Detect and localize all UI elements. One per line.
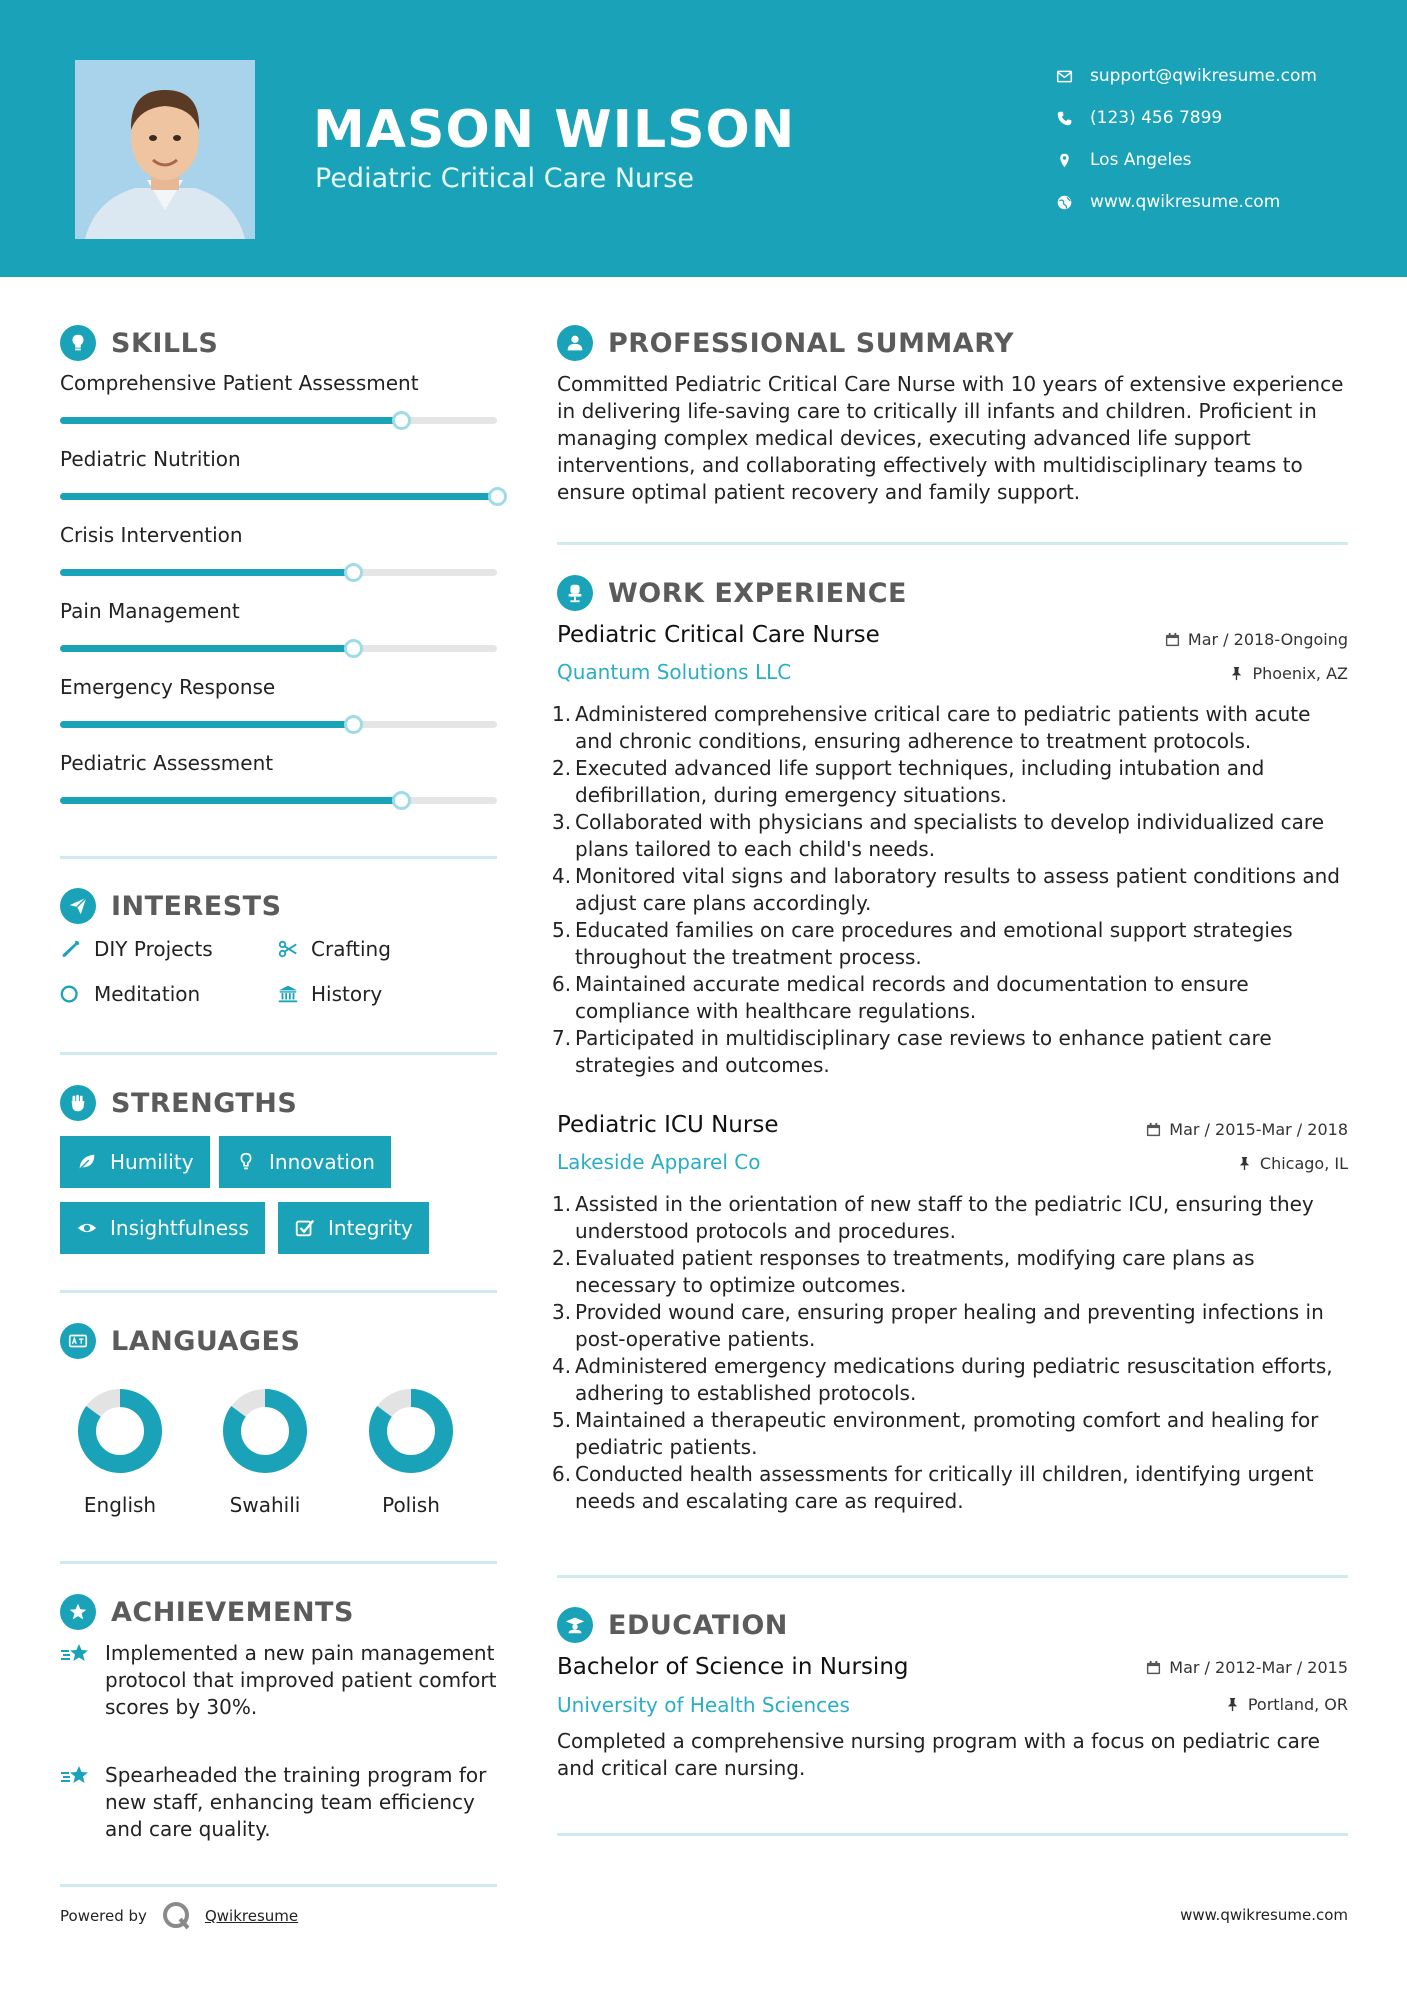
job-duties — [552, 1191, 1352, 1515]
graduate-icon — [557, 1607, 593, 1643]
section-divider — [60, 856, 497, 859]
section-divider — [60, 1561, 497, 1564]
candidate-name: MASON WILSON — [313, 100, 796, 160]
section-divider — [60, 1052, 497, 1055]
leaf-icon — [76, 1151, 98, 1173]
calendar-icon — [1146, 1660, 1161, 1675]
achievement-text: Spearheaded the training program for new staff, enhancing team efficiency and care quality. — [105, 1763, 487, 1841]
skill-bar — [60, 721, 497, 728]
section-divider — [60, 1884, 497, 1887]
language-donut — [76, 1387, 164, 1475]
job-dates-text: Mar / 2015-Mar / 2018 — [1169, 1120, 1348, 1139]
skill-bar — [60, 645, 497, 652]
achievements-heading — [60, 1594, 354, 1630]
skills-title: SKILLS — [111, 327, 219, 359]
job-dates — [1146, 1120, 1348, 1139]
languages-heading — [60, 1323, 300, 1359]
job-location-text: Chicago, IL — [1259, 1154, 1348, 1173]
globe-icon — [1056, 192, 1090, 212]
paper-plane-icon — [60, 888, 96, 924]
pushpin-icon — [1237, 1156, 1252, 1171]
interest-label: Meditation — [94, 982, 201, 1006]
skill-bar-fill — [60, 493, 497, 500]
contact-email[interactable] — [1056, 55, 1386, 97]
achievement-item — [60, 1762, 500, 1843]
skill-bar-knob — [488, 487, 507, 506]
experience-heading — [557, 575, 907, 611]
pushpin-icon — [1225, 1697, 1240, 1712]
strength-label: Innovation — [269, 1150, 375, 1174]
profile-photo — [75, 60, 255, 239]
job-title: Pediatric ICU Nurse — [557, 1112, 779, 1138]
duty-text: Evaluated patient responses to treatments, modifying care plans as necessary to optimize outcomes. — [575, 1246, 1255, 1297]
contact-phone-text: (123) 456 7899 — [1090, 108, 1223, 128]
lightbulb-icon — [235, 1151, 257, 1173]
strengths-title: STRENGTHS — [111, 1087, 298, 1119]
language-donut — [221, 1387, 309, 1475]
scissors-icon — [277, 937, 311, 961]
interest-label: Crafting — [311, 937, 391, 961]
strength-badge — [60, 1202, 265, 1254]
skill-bar — [60, 493, 497, 500]
summary-heading — [557, 325, 1014, 361]
fist-icon — [60, 1085, 96, 1121]
skill-item — [60, 523, 497, 547]
duty-text: Participated in multidisciplinary case reviews to enhance patient care strategies and outcomes. — [575, 1026, 1272, 1077]
candidate-title: Pediatric Critical Care Nurse — [315, 163, 694, 194]
duty-text: Provided wound care, ensuring proper healing and preventing infections in post-operative patients. — [575, 1300, 1324, 1351]
skill-item — [60, 371, 497, 395]
job-title: Pediatric Critical Care Nurse — [557, 622, 880, 648]
duty-item: 6. Conducted health assessments for critically ill children, identifying urgent needs and escalating care as required. — [552, 1462, 1314, 1513]
strength-label: Humility — [110, 1150, 194, 1174]
education-location-text: Portland, OR — [1247, 1695, 1348, 1714]
wrench-icon — [60, 937, 94, 961]
profile-photo-image — [75, 60, 255, 239]
achievements-title: ACHIEVEMENTS — [111, 1596, 354, 1628]
skill-bar — [60, 417, 497, 424]
duty-item: 4. Monitored vital signs and laboratory results to assess patient conditions and adjust care plans accordingly. — [552, 864, 1340, 915]
language-label: Polish — [382, 1493, 440, 1517]
skill-label: Emergency Response — [60, 675, 276, 699]
interest-label: History — [311, 982, 383, 1006]
calendar-icon — [1165, 632, 1180, 647]
contact-website-text: www.qwikresume.com — [1090, 192, 1281, 212]
strengths-heading — [60, 1085, 297, 1121]
language-icon — [60, 1323, 96, 1359]
skill-item — [60, 447, 497, 471]
duty-item: 6. Maintained accurate medical records and documentation to ensure compliance with healthcare regulations. — [552, 972, 1249, 1023]
language-donut — [367, 1387, 455, 1475]
skill-item — [60, 675, 497, 699]
museum-icon — [277, 982, 311, 1006]
skill-bar-knob — [392, 791, 411, 810]
calendar-icon — [1146, 1122, 1161, 1137]
achievement-text: Implemented a new pain management protocol that improved patient comfort scores by 30%. — [105, 1641, 497, 1719]
skill-item — [60, 599, 497, 623]
job-dates-text: Mar / 2018-Ongoing — [1187, 630, 1348, 649]
skill-bar-fill — [60, 645, 353, 652]
circle-icon — [60, 982, 94, 1006]
language-item — [341, 1387, 481, 1517]
duty-item: 1. Assisted in the orientation of new staff to the pediatric ICU, ensuring they understood protocols and procedures. — [552, 1192, 1314, 1243]
duty-text: Executed advanced life support techniques, including intubation and defibrillation, during emergency situations. — [575, 756, 1265, 807]
duty-item: 2. Executed advanced life support techniques, including intubation and defibrillation, during emergency situations. — [552, 756, 1265, 807]
duty-text: Administered comprehensive critical care to pediatric patients with acute and chronic conditions, ensuring adherence to treatment protocols. — [575, 702, 1311, 753]
duty-text: Conducted health assessments for critically ill children, identifying urgent needs and escalating care as required. — [575, 1462, 1314, 1513]
office-chair-icon — [557, 575, 593, 611]
interest-item — [60, 982, 200, 1006]
language-label: English — [83, 1493, 157, 1517]
contact-phone[interactable] — [1056, 97, 1386, 139]
contact-website[interactable] — [1056, 181, 1386, 223]
skill-label: Comprehensive Patient Assessment — [60, 371, 419, 395]
interest-item — [60, 937, 213, 961]
duty-item: 2. Evaluated patient responses to treatments, modifying care plans as necessary to optimize outcomes. — [552, 1246, 1255, 1297]
skill-label: Pain Management — [60, 599, 240, 623]
skill-bar-fill — [60, 417, 401, 424]
education-dates — [1146, 1658, 1348, 1677]
interest-item — [277, 937, 391, 961]
strength-label: Integrity — [328, 1216, 413, 1240]
duty-item: 1. Administered comprehensive critical care to pediatric patients with acute and chronic conditions, ensuring adherence to treatment protocols. — [552, 702, 1311, 753]
duty-text: Monitored vital signs and laboratory results to assess patient conditions and adjust care plans accordingly. — [575, 864, 1340, 915]
achievement-item — [60, 1640, 500, 1721]
duty-item: 7. Participated in multidisciplinary case reviews to enhance patient care strategies and outcomes. — [552, 1026, 1272, 1077]
skill-bar-knob — [344, 715, 363, 734]
duty-text: Maintained accurate medical records and documentation to ensure compliance with healthcare regulations. — [575, 972, 1249, 1023]
duty-item: 5. Educated families on care procedures and emotional support strategies throughout the treatment process. — [552, 918, 1293, 969]
education-location — [1225, 1695, 1348, 1714]
duty-item: 3. Provided wound care, ensuring proper healing and preventing infections in post-operative patients. — [552, 1300, 1324, 1351]
education-heading — [557, 1607, 788, 1643]
section-divider — [60, 1290, 497, 1293]
job-dates — [1165, 630, 1348, 649]
star-badge-icon — [60, 1594, 96, 1630]
skill-label: Crisis Intervention — [60, 523, 243, 547]
skill-bar-knob — [344, 639, 363, 658]
education-dates-text: Mar / 2012-Mar / 2015 — [1169, 1658, 1348, 1677]
pushpin-icon — [1229, 666, 1244, 681]
duty-text: Assisted in the orientation of new staff to the pediatric ICU, ensuring they understood protocols and procedures. — [575, 1192, 1314, 1243]
skills-heading — [60, 325, 218, 361]
star-icon — [60, 1640, 105, 1721]
skill-label: Pediatric Nutrition — [60, 447, 241, 471]
skill-label: Pediatric Assessment — [60, 751, 274, 775]
star-icon — [60, 1762, 105, 1843]
duty-text: Educated families on care procedures and emotional support strategies throughout the treatment process. — [575, 918, 1293, 969]
job-duties — [552, 701, 1352, 1079]
languages-title: LANGUAGES — [111, 1325, 301, 1357]
strength-label: Insightfulness — [110, 1216, 249, 1240]
job-location — [1237, 1154, 1348, 1173]
skill-bar-fill — [60, 569, 353, 576]
user-icon — [557, 325, 593, 361]
eye-icon — [76, 1217, 98, 1239]
job-location-text: Phoenix, AZ — [1252, 664, 1348, 683]
education-description: Completed a comprehensive nursing program with a focus on pediatric care and critical care nursing. — [557, 1729, 1320, 1780]
interests-heading — [60, 888, 282, 924]
envelope-icon — [1056, 66, 1090, 86]
checkbox-icon — [294, 1217, 316, 1239]
duty-text: Collaborated with physicians and specialists to develop individualized care plans tailored to each child's needs. — [575, 810, 1325, 861]
skill-bar-knob — [392, 411, 411, 430]
section-divider — [557, 1833, 1348, 1836]
skill-bar — [60, 569, 497, 576]
education-title: EDUCATION — [608, 1609, 788, 1641]
language-label: Swahili — [229, 1493, 301, 1517]
footer-powered-by — [60, 1900, 298, 1932]
skill-bar-fill — [60, 797, 401, 804]
experience-title: WORK EXPERIENCE — [608, 577, 907, 609]
interest-item — [277, 982, 382, 1006]
section-divider — [557, 542, 1348, 545]
skill-item — [60, 751, 497, 775]
skill-bar — [60, 797, 497, 804]
strength-badge — [219, 1136, 391, 1188]
skill-bar-fill — [60, 721, 353, 728]
brand-link[interactable]: Qwikresume — [204, 1907, 299, 1925]
language-item — [195, 1387, 335, 1517]
contact-location-text: Los Angeles — [1090, 150, 1192, 170]
contact-location — [1056, 139, 1386, 181]
interests-title: INTERESTS — [111, 890, 282, 922]
interest-label: DIY Projects — [94, 937, 213, 961]
powered-by-text: Powered by — [60, 1907, 147, 1925]
section-divider — [557, 1575, 1348, 1578]
job-location — [1229, 664, 1348, 683]
resume-header — [0, 0, 1407, 277]
duty-text: Maintained a therapeutic environment, promoting comfort and healing for pediatric patients. — [575, 1408, 1319, 1459]
duty-item: 3. Collaborated with physicians and specialists to develop individualized care plans tailored to each child's needs. — [552, 810, 1325, 861]
contact-email-text: support@qwikresume.com — [1090, 66, 1317, 86]
duty-item: 4. Administered emergency medications during pediatric resuscitation efforts, adhering to established protocols. — [552, 1354, 1333, 1405]
duty-text: Administered emergency medications during pediatric resuscitation efforts, adhering to established protocols. — [575, 1354, 1333, 1405]
skill-bar-knob — [344, 563, 363, 582]
language-item — [50, 1387, 190, 1517]
footer-website[interactable]: www.qwikresume.com — [1180, 1906, 1348, 1924]
location-pin-icon — [1056, 150, 1090, 170]
school-name: University of Health Sciences — [557, 1693, 850, 1717]
company-name: Lakeside Apparel Co — [557, 1150, 761, 1174]
summary-text: Committed Pediatric Critical Care Nurse with 10 years of extensive experience in delivering life-saving care to critically ill infants and children. Proficient in managing complex medical devices, executing advanced life support interventions, and collaborating effectively with multidisciplinary teams to ensure optimal patient recovery and family support. — [557, 372, 1344, 504]
duty-item: 5. Maintained a therapeutic environment, promoting comfort and healing for pediatric patients. — [552, 1408, 1319, 1459]
contact-list — [1056, 55, 1386, 223]
strength-badge — [60, 1136, 210, 1188]
summary-title: PROFESSIONAL SUMMARY — [608, 327, 1015, 359]
company-name: Quantum Solutions LLC — [557, 660, 792, 684]
lightbulb-icon — [60, 325, 96, 361]
phone-icon — [1056, 108, 1090, 128]
qwikresume-logo-icon — [161, 1900, 193, 1932]
degree-title: Bachelor of Science in Nursing — [557, 1654, 909, 1680]
strength-badge — [278, 1202, 429, 1254]
